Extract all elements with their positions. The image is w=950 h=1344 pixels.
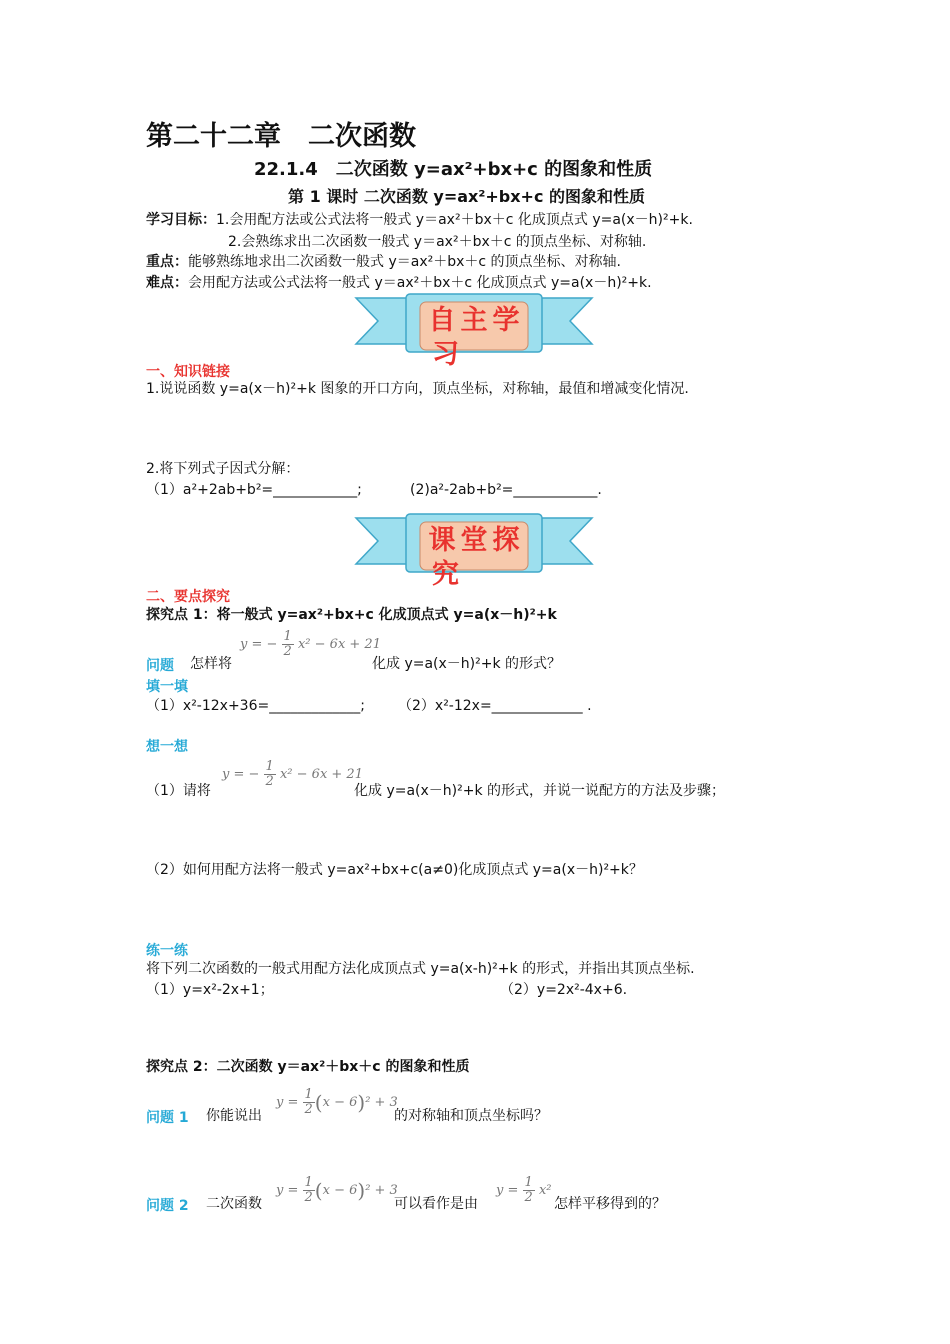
objective-1: 1.会用配方法或公式法将一般式 y＝ax²＋bx＋c 化成顶点式 y=a(x－h)²+k. — [216, 212, 693, 228]
think-heading: 想一想 — [146, 739, 188, 755]
banner-char: 学 — [492, 305, 520, 336]
objective-2: 2.会熟练求出二次函数一般式 y＝ax²＋bx＋c 的顶点坐标、对称轴. — [228, 234, 647, 250]
banner-char-overflow: 习 — [432, 339, 459, 370]
key-point-label: 重点： — [146, 254, 188, 270]
section2-heading: 二、要点探究 — [146, 589, 230, 605]
practice-heading: 练一练 — [146, 943, 188, 959]
formula-basic-parabola: y = $\frac{1}{2}$ x² — [496, 1175, 552, 1205]
practice-text: 将下列二次函数的一般式用配方法化成顶点式 y=a(x-h)²+k 的形式，并指出其顶点坐标. — [146, 961, 695, 977]
difficulty — [146, 274, 652, 292]
key-point-text: 能够熟练地求出二次函数一般式 y＝ax²＋bx＋c 的顶点坐标、对称轴. — [188, 254, 621, 270]
formula-vertex-general-2: y = − $\frac{1}{2}$ x² − 6x + 21 — [222, 759, 363, 789]
question-post: 化成 y=a(x－h)²+k 的形式？ — [372, 656, 562, 672]
knowledge-q1: 1.说说函数 y=a(x－h)²+k 图象的开口方向，顶点坐标，对称轴，最值和增减变化情况. — [146, 381, 689, 397]
banner-char-overflow: 究 — [432, 559, 459, 590]
banner-char: 自 — [428, 305, 456, 336]
lesson-title: 第 1 课时 二次函数 y=ax²+bx+c 的图象和性质 — [288, 187, 646, 206]
banner-label — [420, 302, 528, 370]
q2-pre: 二次函数 — [206, 1196, 262, 1212]
practice-a: （1）y=x²-2x+1； — [146, 982, 274, 998]
formula-vertex-form-2: y = $\frac{1}{2}$ (x − 6)² + 3 — [276, 1175, 398, 1205]
section1-heading: 一、知识链接 — [146, 364, 230, 380]
q1-post: 的对称轴和顶点坐标吗？ — [394, 1108, 548, 1124]
banner-self-study — [356, 292, 592, 370]
formula-vertex-general-1: y = − $\frac{1}{2}$ x² − 6x + 21 — [240, 629, 381, 659]
fill-heading: 填一填 — [146, 679, 188, 695]
q2-mid: 可以看作是由 — [394, 1196, 478, 1212]
factor-a: （1）a²+2ab+b²=____________; — [146, 482, 362, 498]
banner-char: 探 — [492, 525, 520, 556]
section-title: 22.1.4 二次函数 y=ax²+bx+c 的图象和性质 — [254, 159, 653, 180]
banner-label — [420, 522, 528, 590]
think-2: （2）如何用配方法将一般式 y=ax²+bx+c(a≠0)化成顶点式 y=a(x－h)²+k？ — [146, 862, 643, 878]
q2-post: 怎样平移得到的？ — [554, 1196, 666, 1212]
explore-point-1: 探究点 1：将一般式 y=ax²+bx+c 化成顶点式 y=a(x－h)²+k — [146, 607, 557, 623]
question-pre: 怎样将 — [190, 656, 232, 672]
banner-class-explore — [356, 512, 592, 590]
key-point — [146, 253, 621, 271]
fill-b: （2）x²-12x=_____________ . — [398, 698, 592, 714]
formula-vertex-form-1: y = $\frac{1}{2}$ (x − 6)² + 3 — [276, 1087, 398, 1117]
question-label: 问题 — [146, 658, 174, 674]
q1-pre: 你能说出 — [206, 1108, 262, 1124]
chapter-title: 第二十二章 二次函数 — [146, 121, 416, 152]
banner-char: 主 — [460, 305, 488, 336]
banner-char: 课 — [428, 525, 456, 556]
objectives — [146, 211, 693, 229]
think-1-pre: （1）请将 — [146, 783, 211, 799]
explore-point-2: 探究点 2：二次函数 y＝ax²＋bx＋c 的图象和性质 — [146, 1059, 470, 1075]
practice-b: （2）y=2x²-4x+6. — [500, 982, 628, 998]
banner-char: 堂 — [460, 525, 488, 556]
fill-a: （1）x²-12x+36=_____________; — [146, 698, 365, 714]
difficulty-label: 难点： — [146, 275, 188, 291]
knowledge-q2: 2.将下列式子因式分解： — [146, 461, 300, 477]
think-1-post: 化成 y=a(x－h)²+k 的形式，并说一说配方的方法及步骤； — [354, 783, 726, 799]
objectives-label: 学习目标： — [146, 212, 216, 228]
q2-label: 问题 2 — [146, 1198, 189, 1214]
factor-b: (2)a²-2ab+b²=____________. — [410, 482, 602, 498]
difficulty-text: 会用配方法或公式法将一般式 y＝ax²＋bx＋c 化成顶点式 y=a(x－h)²+k. — [188, 275, 652, 291]
q1-label: 问题 1 — [146, 1110, 189, 1126]
